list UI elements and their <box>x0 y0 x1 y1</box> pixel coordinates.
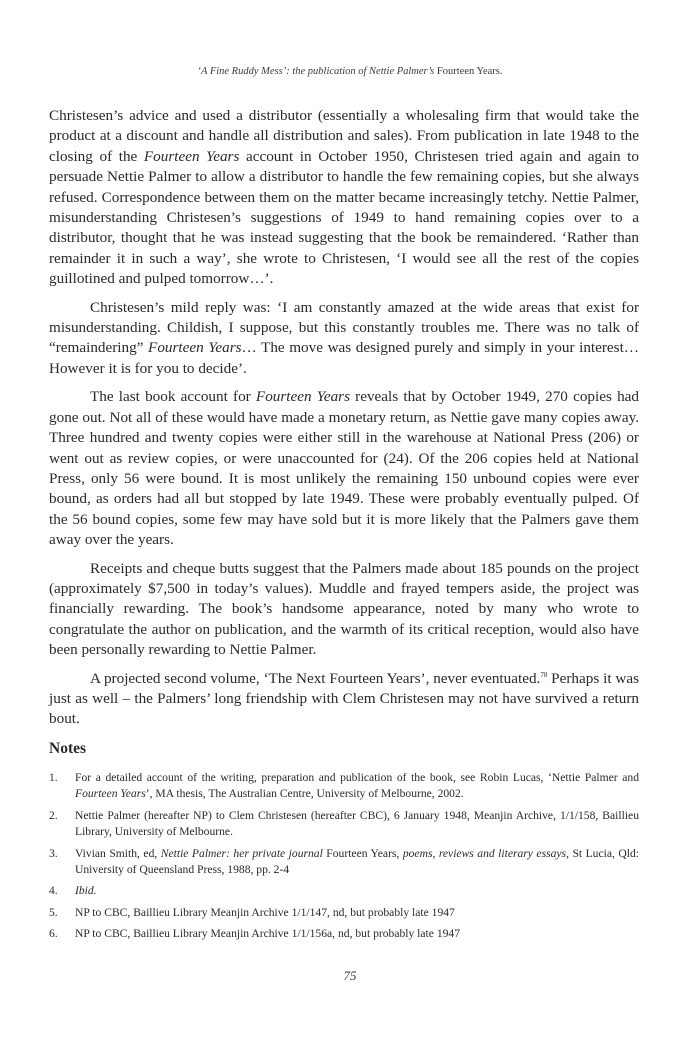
note-number: 2. <box>49 808 58 822</box>
note-text <box>75 846 639 879</box>
note-3-text-c: , St Lucia, Qld: University of Queensland Press, 1988, pp. 2-4 <box>75 846 639 877</box>
note-item <box>49 770 639 803</box>
paragraph-5-text-a: A projected second volume, ‘The Next Fourteen Years’, never eventuated. <box>90 669 541 687</box>
paragraph-1-book-title: Fourteen Years <box>143 147 240 165</box>
note-item <box>49 905 639 921</box>
note-number: 5. <box>49 905 58 919</box>
paragraph-2-text-a: Christesen’s mild reply was: ‘I am constantly amazed at the wide areas that exist for misunderstanding. Childish, I suppose, but this constantly troubles me. There was no talk of “remaindering” <box>49 298 639 357</box>
footnote-reference[interactable]: 78 <box>540 670 548 679</box>
note-1-book-title: Fourteen Years <box>75 787 146 801</box>
note-item <box>49 926 639 942</box>
paragraph-1-text-a: Christesen’s advice and used a distributor (essentially a wholesaling firm that would take the product at a discount and handle all distribution and sales). From publication in late 1948 to the closing of the <box>49 107 639 165</box>
note-number: 6. <box>49 927 58 941</box>
paragraph-1-text-b: account in October 1950, Christesen tried again and again to persuade Nettie Palmer to allow a distributor to handle the few remaining copies, but she always refused. Correspondence between them on the matter became increasingly tetchy. Nettie Palmer, misunderstanding Christesen’s suggestions of 1949 to hand remaining copies over to a distributor, thought that he was instead suggesting that the book be remaindered. ‘Rather than remainder it in such a way’, she wrote to Christesen, ‘I would see all the rest of the copies guillotined and pulped tomorrow…’. <box>49 147 639 288</box>
paragraph-5-text-b: Perhaps it was just as well – the Palmers’ long friendship with Clem Christesen may not have survived a return bout. <box>49 669 639 728</box>
body-text <box>49 106 639 738</box>
note-3-text-a: Vivian Smith, ed, <box>75 846 161 860</box>
paragraph-4: Receipts and cheque butts suggest that the Palmers made about 185 pounds on the project (approximately $7,500 in today’s values). Muddle and frayed tempers aside, the project was financially rewarding. The book’s handsome appearance, noted by many who wrote to congratulate the author on publication, and the warmth of its critical reception, would also have been personally rewarding to Nettie Palmer. <box>49 559 639 659</box>
note-text: Ibid. <box>75 884 97 898</box>
paragraph-2-text-b: … The move was designed purely and simply in your interest… However it is for you to decide’. <box>49 339 639 377</box>
note-3-subtitle: poems, reviews and literary essays <box>402 846 567 860</box>
note-number: 4. <box>49 884 58 898</box>
paragraph-3 <box>49 387 639 550</box>
note-item <box>49 883 639 899</box>
note-text: NP to CBC, Baillieu Library Meanjin Archive 1/1/147, nd, but probably late 1947 <box>75 905 455 919</box>
note-text <box>75 770 639 803</box>
paragraph-2-book-title: Fourteen Years <box>148 339 242 357</box>
running-head-book-title: Fourteen Years. <box>436 66 503 77</box>
note-item <box>49 808 639 841</box>
note-text: Nettie Palmer (hereafter NP) to Clem Christesen (hereafter CBC), 6 January 1948, Meanjin Archive, 1/1/158, Baillieu Library, University of Melbourne. <box>75 808 639 839</box>
paragraph-3-book-title: Fourteen Years <box>255 388 350 406</box>
notes-list <box>49 770 639 948</box>
note-number: 3. <box>49 846 58 860</box>
note-number: 1. <box>49 771 58 784</box>
paragraph-3-text-b: reveals that by October 1949, 270 copies had gone out. Not all of these would have made a monetary return, as Nettie gave many copies away. Three hundred and twenty copies were either still in the warehouse at National Press (206) or went out as review copies, or were unaccounted for (24). Of the 206 copies held at National Press, only 56 were bound. It is most unlikely the remaining 150 unbound copies were ever bound, as orders had all but stopped by late 1949. These were probably eventually pulped. Of the 56 bound copies, some few may have sold but it is more likely that the Palmers gave them away over the years. <box>49 388 639 549</box>
note-item <box>49 846 639 879</box>
page-number: 75 <box>343 968 357 983</box>
paragraph-1 <box>49 106 639 290</box>
note-1-text-b: ’, MA thesis, The Australian Centre, University of Melbourne, 2002. <box>145 787 464 801</box>
running-head-prefix: ‘A Fine Ruddy Mess’: the publication of Nettie Palmer’s <box>197 66 435 77</box>
paragraph-2 <box>49 298 639 380</box>
notes-heading: Notes <box>49 740 87 757</box>
note-3-text-b: Fourteen Years, <box>322 846 403 860</box>
note-1-text-a: For a detailed account of the writing, preparation and publication of the book, see Robin Lucas, ‘Nettie Palmer and <box>75 771 639 784</box>
running-head <box>0 66 700 77</box>
paragraph-5 <box>49 669 639 730</box>
note-3-journal-title: Nettie Palmer: her private journal <box>160 846 323 860</box>
note-text: NP to CBC, Baillieu Library Meanjin Archive 1/1/156a, nd, but probably late 1947 <box>75 927 461 941</box>
paragraph-3-text-a: The last book account for <box>90 388 256 406</box>
